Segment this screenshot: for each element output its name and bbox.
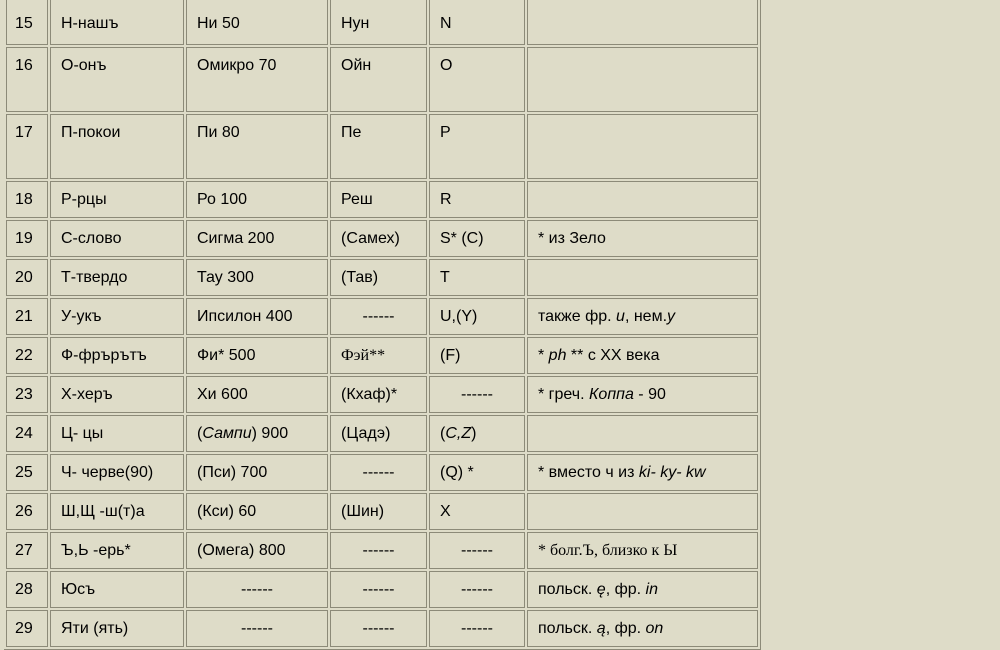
cyrillic-letter: У-укъ (50, 298, 184, 335)
greek-letter: (Пси) 700 (186, 454, 328, 491)
latin-letter: R (429, 181, 525, 218)
table-row (6, 259, 758, 296)
table-row (6, 337, 758, 374)
note (527, 454, 758, 491)
note-italic: ki- ky- kw (638, 463, 706, 481)
cyrillic-letter: О-онъ (50, 47, 184, 112)
table-row (6, 181, 758, 218)
greek-letter: (Омега) 800 (186, 532, 328, 569)
note-italic: on (645, 619, 664, 637)
note-text: ** с XX века (566, 346, 660, 364)
note-italic: Коппа (589, 385, 634, 403)
table-row (6, 114, 758, 179)
table-row (6, 220, 758, 257)
table-row (6, 415, 758, 452)
row-number: 16 (6, 47, 48, 112)
greek-letter: ------ (186, 610, 328, 647)
note-text: * греч. (538, 385, 589, 403)
note (527, 298, 758, 335)
row-number: 25 (6, 454, 48, 491)
note-italic: ą (596, 619, 606, 637)
latin-letter: N (429, 0, 525, 45)
greek-letter: Омикро 70 (186, 47, 328, 112)
note-text: * вместо ч из (538, 463, 639, 481)
note-text: , фр. (605, 619, 646, 637)
cyrillic-letter: Ъ,Ь -ерь* (50, 532, 184, 569)
note (527, 0, 758, 45)
cyrillic-letter: Н-нашъ (50, 0, 184, 45)
latin-letter: (Q) * (429, 454, 525, 491)
row-number: 21 (6, 298, 48, 335)
note-text: , нем. (624, 307, 668, 325)
hebrew-letter: Пе (330, 114, 427, 179)
cyrillic-letter: Ф-фрърътъ (50, 337, 184, 374)
latin-letter: O (429, 47, 525, 112)
note-italic: ę (596, 580, 606, 598)
note-text: польск. (538, 619, 597, 637)
hebrew-letter: ------ (330, 454, 427, 491)
note-italic: y (667, 307, 676, 325)
row-number: 24 (6, 415, 48, 452)
latin-text: ) (471, 424, 477, 442)
note-text: - 90 (633, 385, 666, 403)
latin-letter: (F) (429, 337, 525, 374)
note-text: , фр. (605, 580, 646, 598)
note (527, 181, 758, 218)
note (527, 337, 758, 374)
note (527, 376, 758, 413)
row-number: 27 (6, 532, 48, 569)
greek-letter: ------ (186, 571, 328, 608)
table-row (6, 610, 758, 647)
note-italic: ph (548, 346, 567, 364)
hebrew-letter: Нун (330, 0, 427, 45)
row-number: 17 (6, 114, 48, 179)
latin-letter: ------ (429, 376, 525, 413)
hebrew-letter: (Шин) (330, 493, 427, 530)
latin-italic: C,Z (445, 424, 472, 442)
cyrillic-letter: Р-рцы (50, 181, 184, 218)
hebrew-letter: ------ (330, 298, 427, 335)
row-number: 28 (6, 571, 48, 608)
row-number: 22 (6, 337, 48, 374)
cyrillic-letter: Яти (ять) (50, 610, 184, 647)
row-number: 23 (6, 376, 48, 413)
hebrew-letter: Реш (330, 181, 427, 218)
note (527, 114, 758, 179)
table-row (6, 454, 758, 491)
greek-italic: Сампи (202, 424, 252, 442)
note-italic: in (645, 580, 658, 598)
greek-letter: (Кси) 60 (186, 493, 328, 530)
latin-letter: S* (C) (429, 220, 525, 257)
note-text: * (538, 346, 549, 364)
table-row (6, 571, 758, 608)
cyrillic-letter: Ш,Щ -ш(т)а (50, 493, 184, 530)
row-number: 20 (6, 259, 48, 296)
latin-text: ( (440, 424, 446, 442)
note (527, 571, 758, 608)
note-text: также фр. (538, 307, 617, 325)
alphabet-table (4, 0, 761, 650)
hebrew-letter: ------ (330, 571, 427, 608)
table-row (6, 493, 758, 530)
note: * болг.Ъ, близко к Ы (527, 532, 758, 569)
note (527, 610, 758, 647)
note (527, 47, 758, 112)
hebrew-letter: (Тав) (330, 259, 427, 296)
hebrew-letter: (Цадэ) (330, 415, 427, 452)
hebrew-letter: (Самех) (330, 220, 427, 257)
hebrew-letter: ------ (330, 532, 427, 569)
note (527, 493, 758, 530)
greek-letter: Фи* 500 (186, 337, 328, 374)
greek-letter: Ни 50 (186, 0, 328, 45)
cyrillic-letter: Ц- цы (50, 415, 184, 452)
note: * из Зело (527, 220, 758, 257)
hebrew-letter: (Кхаф)* (330, 376, 427, 413)
cyrillic-letter: С-слово (50, 220, 184, 257)
latin-letter: U,(Y) (429, 298, 525, 335)
greek-letter (186, 415, 328, 452)
greek-text: ( (197, 424, 203, 442)
note-italic: u (616, 307, 625, 325)
greek-letter: Пи 80 (186, 114, 328, 179)
row-number: 19 (6, 220, 48, 257)
cyrillic-letter: П-покои (50, 114, 184, 179)
latin-letter (429, 415, 525, 452)
row-number: 18 (6, 181, 48, 218)
greek-letter: Хи 600 (186, 376, 328, 413)
latin-letter: ------ (429, 571, 525, 608)
row-number: 26 (6, 493, 48, 530)
row-number: 29 (6, 610, 48, 647)
greek-letter: Ипсилон 400 (186, 298, 328, 335)
row-number: 15 (6, 0, 48, 45)
table-row (6, 532, 758, 569)
latin-letter: X (429, 493, 525, 530)
cyrillic-letter: Т-твердо (50, 259, 184, 296)
hebrew-letter: ------ (330, 610, 427, 647)
note (527, 259, 758, 296)
latin-letter: ------ (429, 610, 525, 647)
note (527, 415, 758, 452)
cyrillic-letter: Ч- черве(90) (50, 454, 184, 491)
latin-letter: T (429, 259, 525, 296)
greek-letter: Ро 100 (186, 181, 328, 218)
cyrillic-letter: Х-херъ (50, 376, 184, 413)
table-row (6, 376, 758, 413)
cyrillic-letter: Юсъ (50, 571, 184, 608)
table-row (6, 298, 758, 335)
latin-letter: P (429, 114, 525, 179)
table-row (6, 47, 758, 112)
greek-letter: Сигма 200 (186, 220, 328, 257)
hebrew-letter: Фэй** (330, 337, 427, 374)
note-text: польск. (538, 580, 597, 598)
greek-text: ) 900 (251, 424, 289, 442)
greek-letter: Тау 300 (186, 259, 328, 296)
latin-letter: ------ (429, 532, 525, 569)
hebrew-letter: Ойн (330, 47, 427, 112)
table-row (6, 0, 758, 45)
